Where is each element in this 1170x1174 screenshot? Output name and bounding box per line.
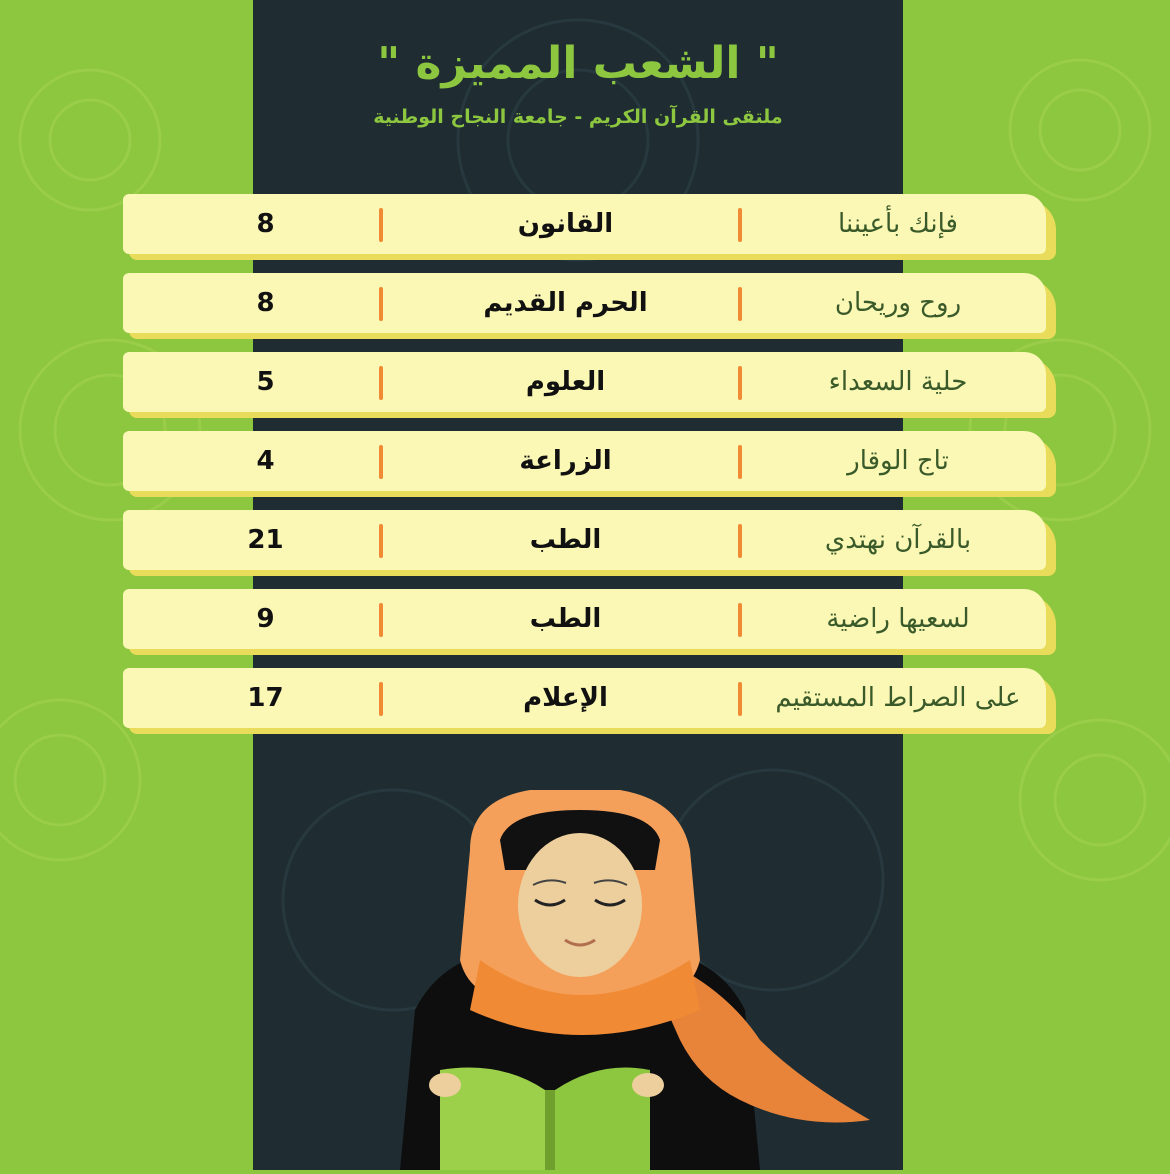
row-count: 4 xyxy=(256,446,275,476)
page-subtitle: ملتقى القرآن الكريم - جامعة النجاح الوطنية xyxy=(373,106,783,128)
right-hand xyxy=(632,1073,664,1097)
row-name: لسعيها راضية xyxy=(826,604,970,634)
row-name: روح وريحان xyxy=(834,288,962,318)
row-count: 8 xyxy=(256,288,275,318)
row-name: بالقرآن نهتدي xyxy=(824,525,972,555)
row-count: 21 xyxy=(247,525,284,555)
left-hand xyxy=(429,1073,461,1097)
face xyxy=(518,833,642,977)
row-count: 17 xyxy=(247,683,284,713)
row-count: 5 xyxy=(256,367,275,397)
page-title: " الشعب المميزة " xyxy=(377,38,779,89)
row-name: فإنك بأعيننا xyxy=(838,209,958,239)
row-name: تاج الوقار xyxy=(847,446,949,476)
row-college: القانون xyxy=(517,209,614,239)
row-college: الزراعة xyxy=(519,446,612,476)
row-college: الطب xyxy=(529,525,602,555)
row-count: 8 xyxy=(256,209,275,239)
row-name: حلية السعداء xyxy=(828,367,968,397)
row-name: على الصراط المستقيم xyxy=(775,683,1021,713)
row-college: الإعلام xyxy=(523,683,608,713)
row-college: العلوم xyxy=(525,367,606,397)
row-count: 9 xyxy=(256,604,275,634)
row-college: الحرم القديم xyxy=(483,288,648,318)
book-spine xyxy=(545,1090,555,1170)
row-college: الطب xyxy=(529,604,602,634)
